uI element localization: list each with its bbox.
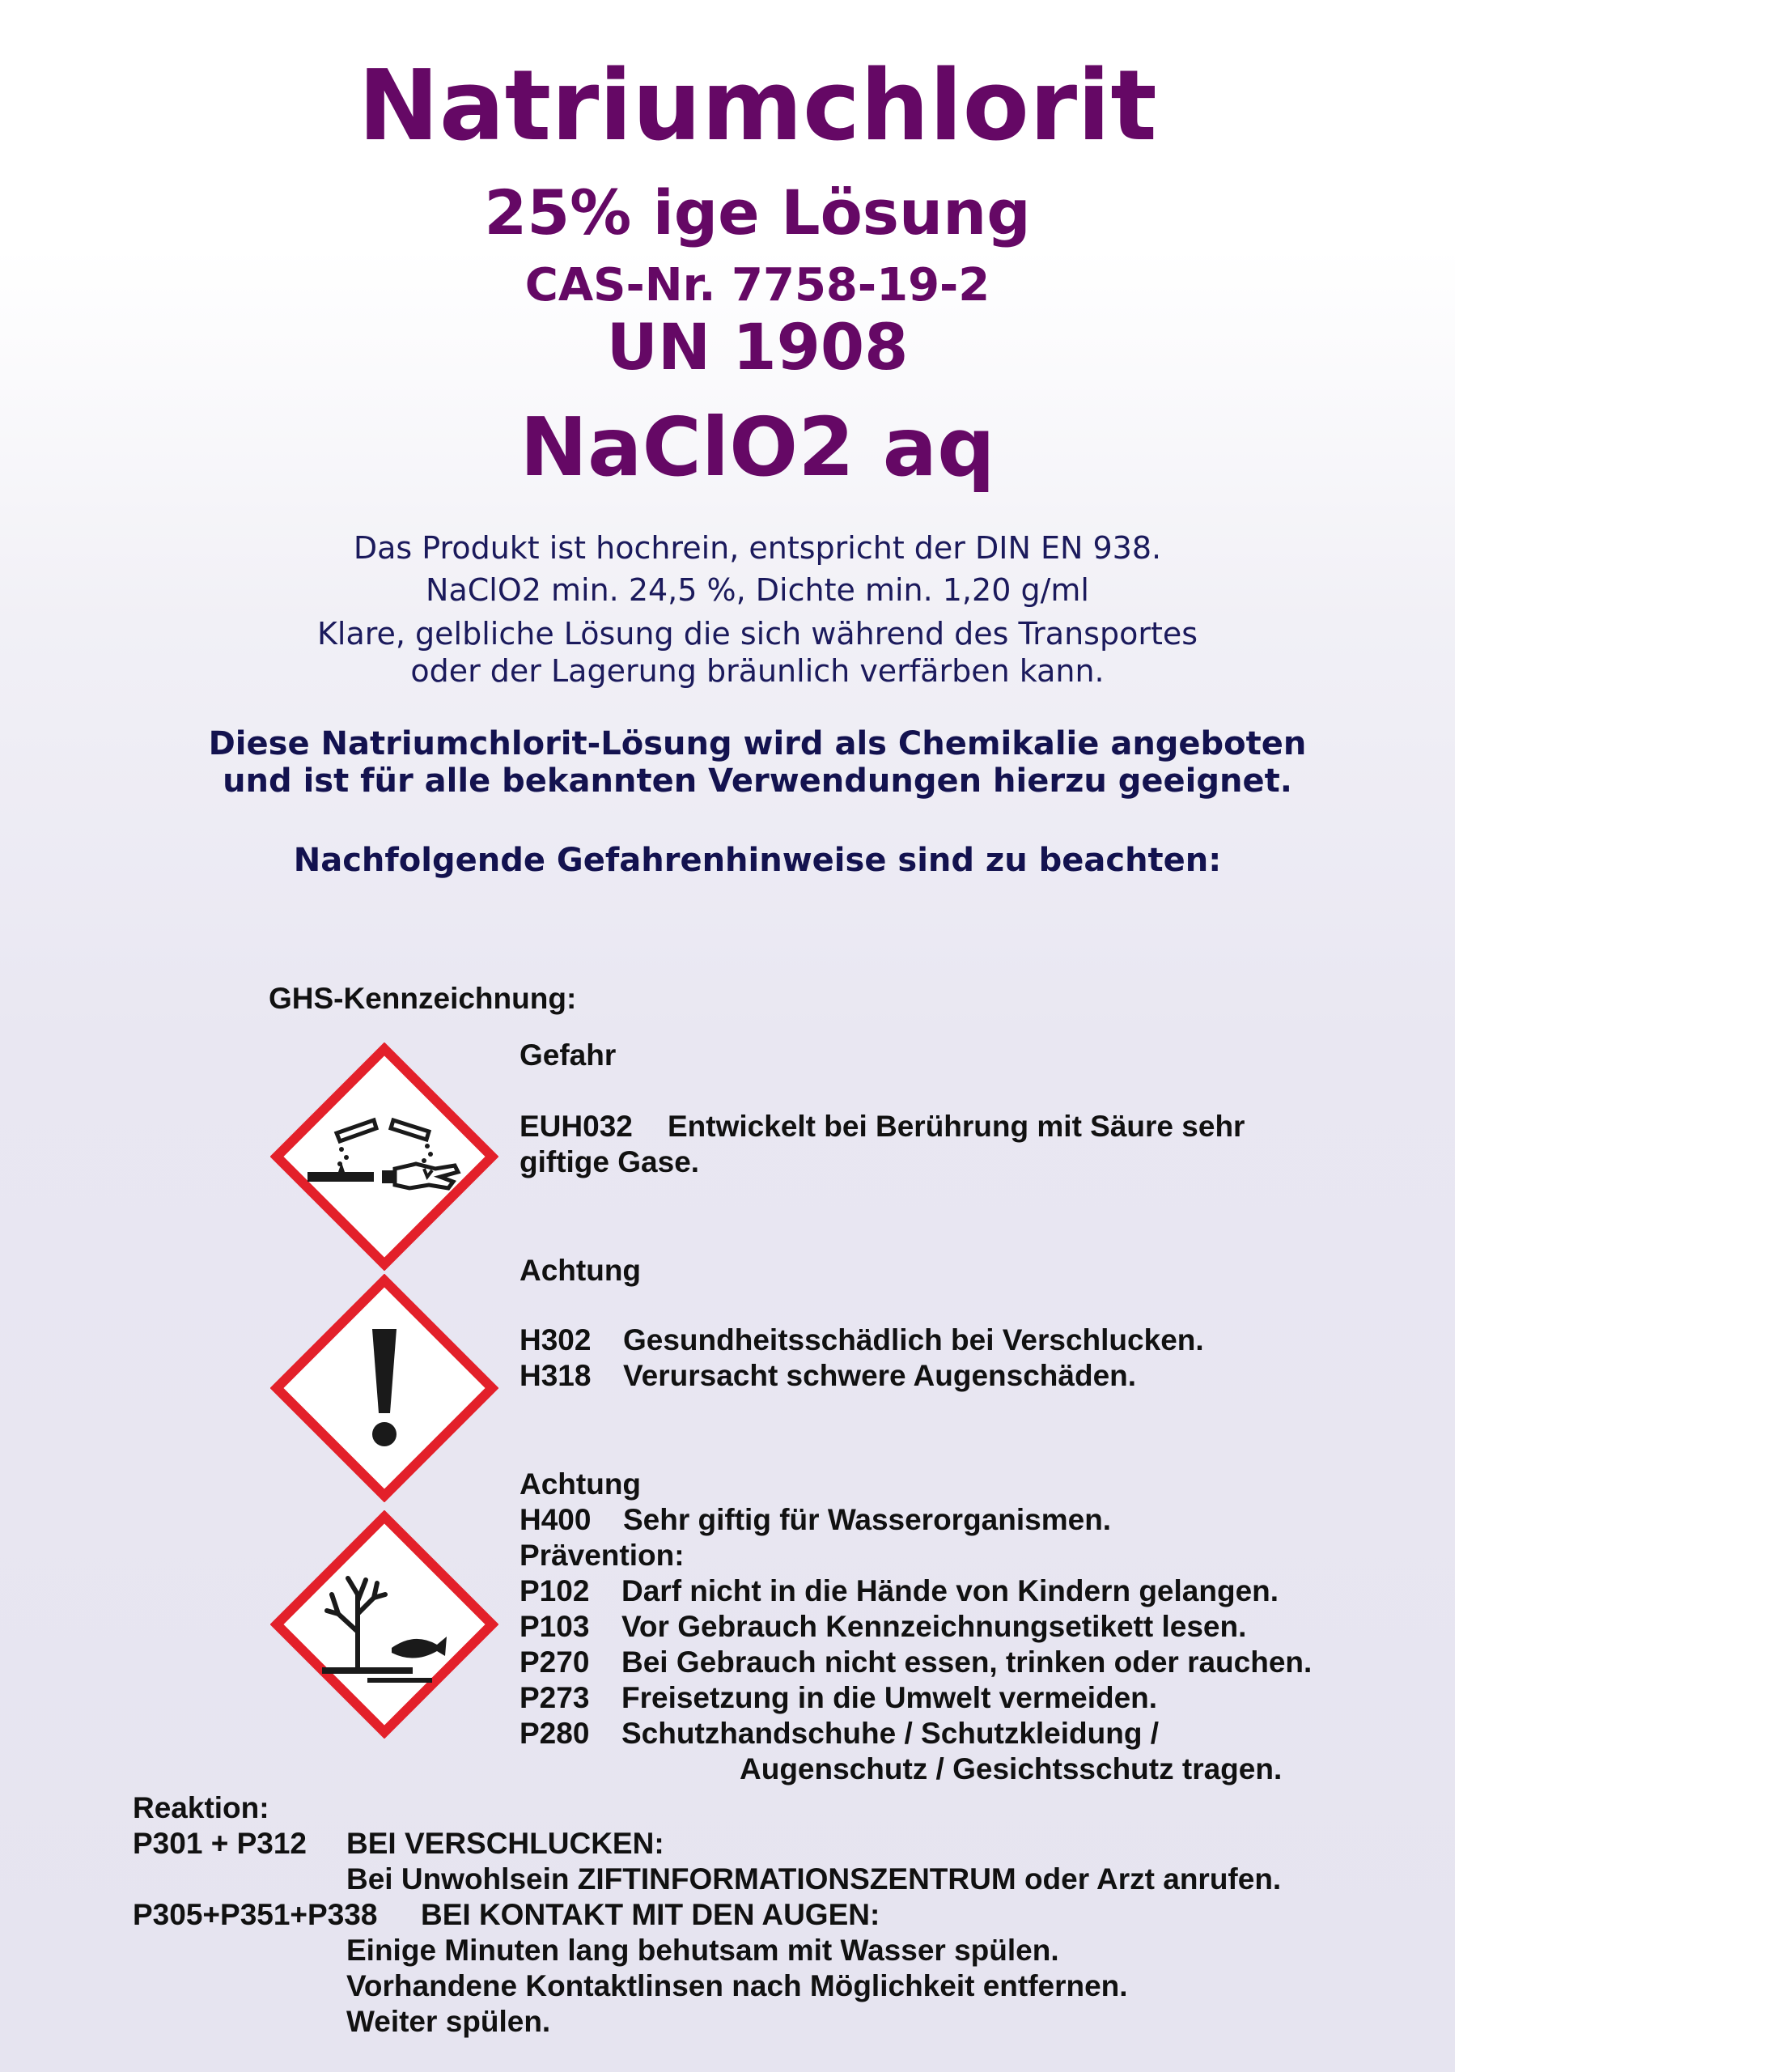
signal-word-gefahr: Gefahr [520,1038,617,1072]
statement-code: H400 [520,1503,592,1536]
statement-code: EUH032 [520,1110,633,1143]
statement-code: P301 + P312 [133,1827,307,1860]
precaution-line [520,1716,1159,1751]
product-title: Natriumchlorit [358,50,1157,163]
concentration-subtitle: 25% ige Lösung [484,176,1031,248]
statement-text: Weiter spülen. [346,2005,551,2038]
statement-text: Einige Minuten lang behutsam mit Wasser spülen. [346,1934,1059,1967]
statement-text: Vorhandene Kontaktlinsen nach Möglichkeit entfernen. [346,1969,1128,2002]
signal-word-achtung: Achtung [520,1467,642,1501]
statement-text: Freisetzung in die Umwelt vermeiden. [621,1681,1158,1714]
statement-text: Gesundheitsschädlich bei Verschlucken. [623,1323,1204,1357]
statement-code: P270 [520,1645,590,1679]
statement-text: giftige Gase. [520,1145,700,1178]
statement-text: Schutzhandschuhe / Schutzkleidung / [621,1717,1159,1750]
hazard-statement-line [520,1502,1111,1538]
chemical-formula: NaClO2 aq [520,400,995,495]
corrosion-icon [270,1042,498,1271]
reaction-heading: Reaktion: [133,1791,269,1824]
un-number: UN 1908 [606,312,909,384]
hazard-intro: Nachfolgende Gefahrenhinweise sind zu beachten: [293,842,1222,879]
statement-code: P280 [520,1717,590,1750]
statement-title: BEI KONTAKT MIT DEN AUGEN: [421,1898,880,1931]
reaction-line [133,1897,880,1933]
statement-code: H318 [520,1359,592,1392]
precaution-line [520,1573,1279,1609]
environment-icon [270,1510,498,1739]
reaction-line [133,1826,664,1862]
description-line: Das Produkt ist hochrein, entspricht der DIN EN 938. [353,530,1162,566]
statement-title: BEI VERSCHLUCKEN: [346,1827,664,1860]
precaution-line [520,1645,1312,1680]
statement-text: Entwickelt bei Berührung mit Säure sehr [668,1110,1245,1143]
precaution-line [520,1680,1157,1716]
description-line: oder der Lagerung bräunlich verfärben kann. [410,653,1105,689]
statement-text: Augenschutz / Gesichtsschutz tragen. [740,1752,1283,1785]
hazard-statement-line [520,1109,1245,1144]
signal-word-achtung: Achtung [520,1254,642,1287]
ghs-heading: GHS-Kennzeichnung: [269,982,577,1015]
precaution-line [520,1609,1246,1645]
statement-code: P102 [520,1574,590,1607]
statement-code: P305+P351+P338 [133,1898,378,1931]
hazard-statement-line [520,1358,1136,1394]
exclamation-mark-icon [270,1274,498,1502]
statement-text: Bei Gebrauch nicht essen, trinken oder rauchen. [621,1645,1313,1679]
statement-text: Vor Gebrauch Kennzeichnungsetikett lesen. [621,1610,1247,1643]
statement-text: Verursacht schwere Augenschäden. [623,1359,1137,1392]
description-line: NaClO2 min. 24,5 %, Dichte min. 1,20 g/ml [426,572,1089,608]
cas-number: CAS-Nr. 7758-19-2 [524,259,990,312]
notice-line: Diese Natriumchlorit-Lösung wird als Chemikalie angeboten [208,725,1307,762]
prevention-heading: Prävention: [520,1539,685,1572]
notice-line: und ist für alle bekannten Verwendungen hierzu geeignet. [223,762,1292,800]
statement-text: Sehr giftig für Wasserorganismen. [623,1503,1112,1536]
statement-code: P103 [520,1610,590,1643]
statement-text: Bei Unwohlsein ZIFTINFORMATIONSZENTRUM oder Arzt anrufen. [346,1862,1282,1896]
statement-text: Darf nicht in die Hände von Kindern gelangen. [621,1574,1279,1607]
statement-code: P273 [520,1681,590,1714]
hazard-statement-line [520,1323,1204,1358]
description-line: Klare, gelbliche Lösung die sich während des Transportes [316,616,1198,652]
statement-code: H302 [520,1323,592,1357]
